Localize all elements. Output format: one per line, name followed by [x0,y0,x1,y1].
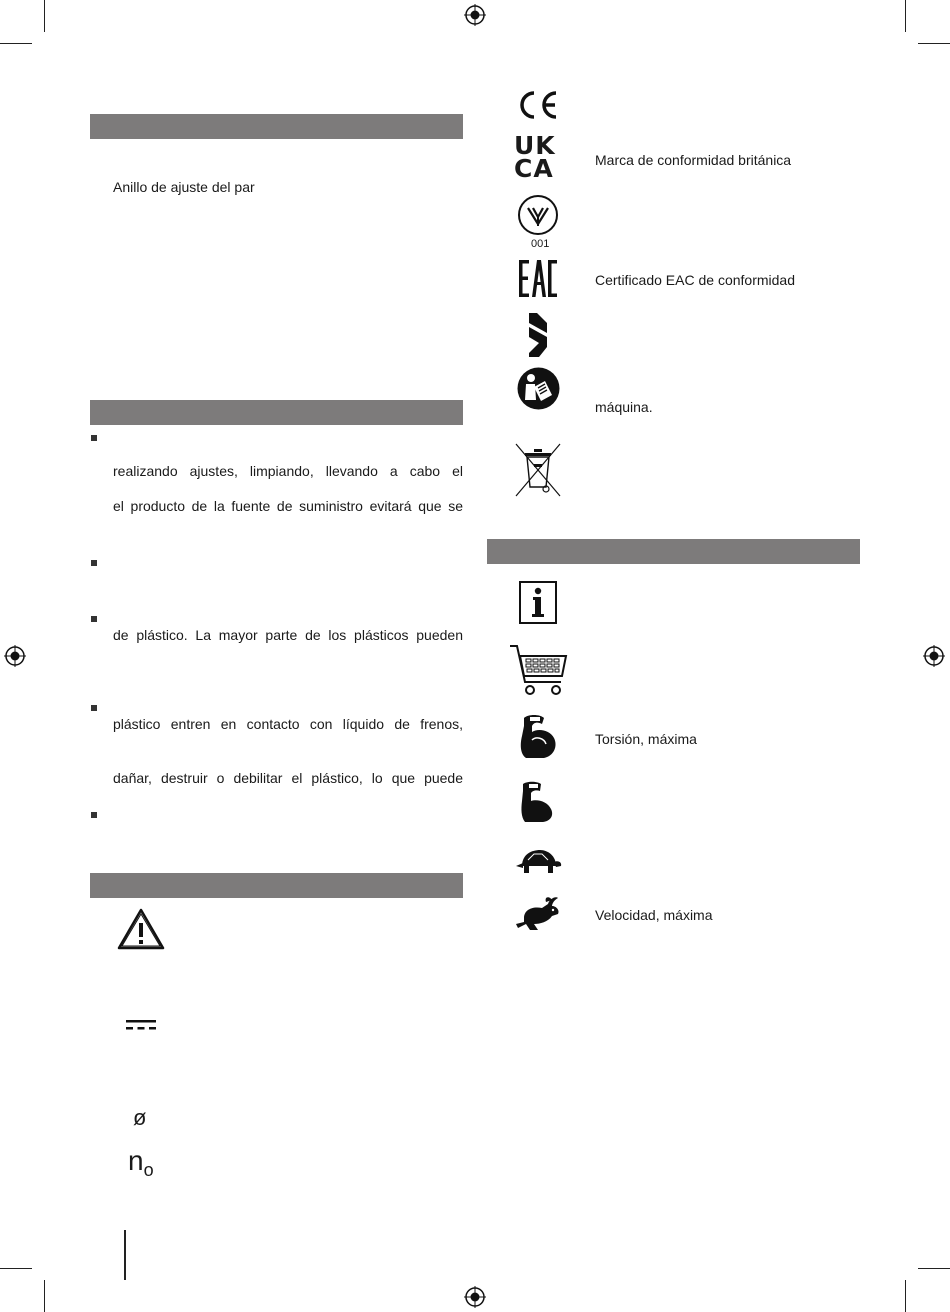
registration-mark-icon [923,645,945,667]
speed-max-label: Velocidad, máxima [595,907,713,923]
direct-current-icon [126,1019,156,1031]
no-load-symbol-main: n [128,1145,144,1176]
ce-mark-icon [515,89,559,121]
paragraph-line: el producto de la fuente de suministro evitará que se [113,498,463,514]
torque-ring-label: Anillo de ajuste del par [113,179,255,195]
crop-mark [905,1280,906,1312]
warning-triangle-icon [117,908,165,950]
class2-lightning-icon [527,313,549,357]
ua-tr-mark-icon [517,194,559,236]
crop-mark [918,1268,950,1269]
turtle-slow-icon [514,848,562,874]
registration-mark-icon [464,1286,486,1308]
section-header-bar [90,114,463,139]
info-icon [519,581,557,624]
eac-mark-icon [519,260,557,297]
section-header-bar [487,539,860,564]
list-bullet [91,616,97,622]
crop-mark [0,43,32,44]
manual-description: máquina. [595,399,653,415]
list-bullet [91,435,97,441]
list-bullet [91,705,97,711]
no-load-speed-symbol [128,1146,154,1185]
paragraph-line: plástico entren en contacto con líquido de frenos, [113,716,463,732]
diameter-symbol: ø [133,1105,147,1130]
section-header-bar [90,400,463,425]
list-bullet [91,812,97,818]
registration-mark-icon [464,4,486,26]
registration-mark-icon [4,645,26,667]
ukca-bottom-text: CA [514,154,554,183]
section-header-bar [90,873,463,898]
crop-mark [44,0,45,32]
no-load-symbol-subscript: o [143,1160,154,1180]
shopping-cart-icon [509,644,567,698]
crop-mark [918,43,950,44]
paragraph-line: realizando ajustes, limpiando, llevando a cabo el [113,463,463,479]
weee-crossed-bin-icon [512,442,564,498]
weak-arm-icon [519,781,555,823]
eac-description: Certificado EAC de conformidad [595,272,795,288]
crop-mark [44,1280,45,1312]
rabbit-fast-icon [514,896,562,932]
torque-max-label: Torsión, máxima [595,731,697,747]
paragraph-line: de plástico. La mayor parte de los plásticos pueden [113,627,463,643]
paragraph-line: dañar, destruir o debilitar el plástico, lo que puede [113,770,463,786]
crop-mark [0,1268,32,1269]
read-manual-icon [517,367,560,410]
crop-mark [905,0,906,32]
strong-arm-icon [518,714,560,759]
list-bullet [91,560,97,566]
ukca-mark-icon [514,131,564,183]
page-edge-line [124,1230,126,1280]
ukca-top-text: UK [514,131,556,160]
ukca-description: Marca de conformidad británica [595,152,792,168]
ua-tr-code: 001 [531,238,550,250]
